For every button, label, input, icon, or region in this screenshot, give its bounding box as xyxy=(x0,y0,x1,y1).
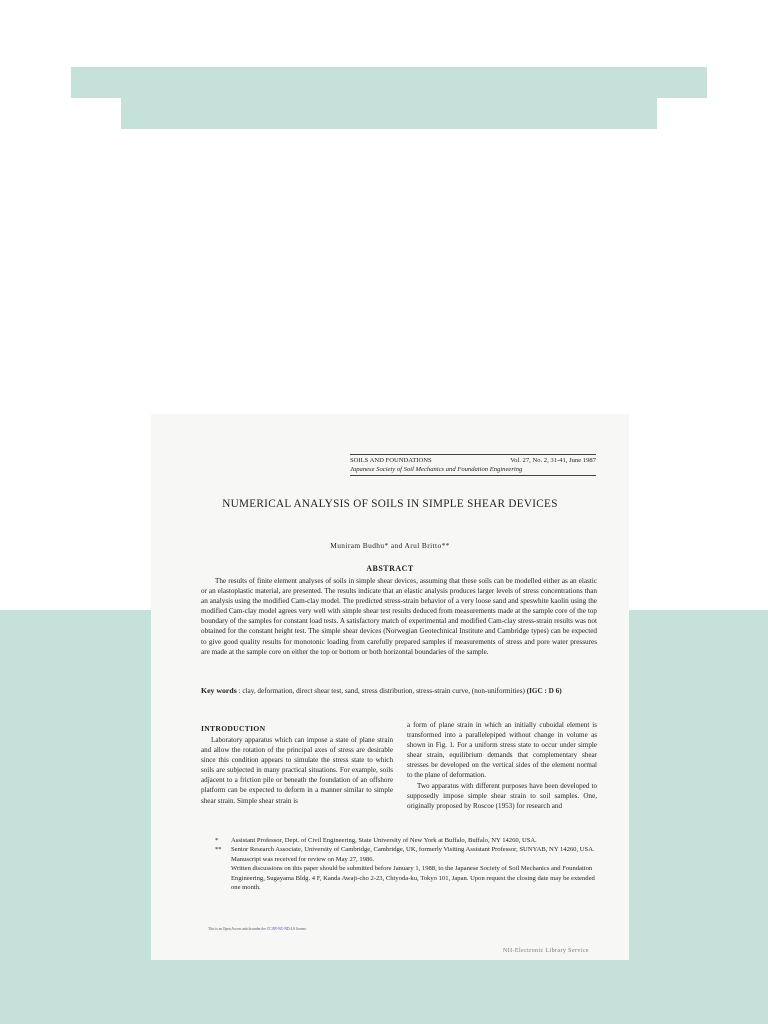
manuscript-note: Manuscript was received for review on May 27, 1986. xyxy=(231,855,375,863)
introduction-heading: INTRODUCTION xyxy=(201,724,266,733)
abstract-text: The results of finite element analyses of soils in simple shear devices, assuming that these soils can be modelled either as an elastic or an elastoplastic material, are presented. The results indicate that an elastic analysis produces larger levels of stress concentrations than an analysis using the modified Cam-clay model. The predicted stress-strain behavior of a very loose sand and speswhite kaolin using the modified Cam-clay model agrees very well with simple shear test results deduced from measurements made at the sample core of the top boundary of the samples for constant load tests. A satisfactory match of experimental and modified Cam-clay stress-strain results was not obtained for the constant height test. The simple shear devices (Norwegian Geotechnical Institute and Cambridge types) can be expected to give good quality results for monotonic loading from carefully prepared samples if measurements of stress and pore water pressures are made at the sample core on either the top or bottom or both horizontal boundaries of the sample. xyxy=(201,577,597,656)
journal-name: SOILS AND FOUNDATIONS xyxy=(350,457,432,464)
library-service-watermark: NII-Electronic Library Service xyxy=(503,948,589,954)
discussion-note: Written discussions on this paper should be submitted before January 1, 1988, to the Japanese Society of Soil Mechanics and Foundation Engineering, Sugayama Bldg. 4 F, Kanda Awaji-cho 2-23, Chiyoda-ku, Tokyo 101, Japan. Upon request the closing date may be extended one month. xyxy=(231,865,595,892)
paper-title: NUMERICAL ANALYSIS OF SOILS IN SIMPLE SHEAR DEVICES xyxy=(222,498,558,510)
footnotes xyxy=(215,836,599,892)
decorative-band-top-wide xyxy=(71,67,707,98)
keywords-label: Key words xyxy=(201,686,237,695)
footnote-mark: ** xyxy=(215,846,222,854)
introduction-right-paragraph-2: Two apparatus with different purposes have been developed to supposedly impose simple shear strain to soil samples. One, originally proposed by Roscoe (1953) for research and xyxy=(407,781,597,810)
decorative-band-top-narrow xyxy=(121,98,657,129)
keywords-text: : clay, deformation, direct shear test, sand, stress distribution, stress-strain curve, (non-uniformities) xyxy=(238,687,525,695)
license-link[interactable]: CC BY-NC-ND 4.0 xyxy=(266,927,295,931)
introduction-right-paragraph-1: a form of plane strain in which an initially cuboidal element is transformed into a parallelepiped without change in volume as shown in Fig. 1. For a uniform stress state to occur under simple shear strain, equilibrium demands that complementary shear stresses be developed on the vertical sides of the element normal to the plane of deformation. xyxy=(407,721,597,780)
open-access-text: This is an Open Access article under the xyxy=(208,927,266,931)
footnote xyxy=(215,836,599,845)
paper-authors: Muniram Budhu* and Arul Britto** xyxy=(330,541,450,550)
open-access-notice xyxy=(208,927,307,932)
open-access-suffix: license. xyxy=(295,927,307,931)
footnote-text: Senior Research Associate, University of Cambridge, Cambridge, UK, formerly Visiting Assistant Professor, SUNYAB, NY 14260, USA. xyxy=(231,846,595,854)
footnote-mark: * xyxy=(215,837,219,844)
journal-header xyxy=(350,454,596,476)
introduction-left-column: Laboratory apparatus which can impose a state of plane strain and allow the rotation of the principal axes of stress are desirable since this condition appears to simulate the stress state to which soils are subjected in many practical situations. For example, soils adjacent to a friction pile or beneath the foundation of an offshore platform can be expected to deform in a manner similar to simple shear strain. Simple shear strain is xyxy=(201,736,393,805)
journal-rule-bottom xyxy=(350,475,596,476)
journal-society: Japanese Society of Soil Mechanics and Foundation Engineering xyxy=(350,466,523,473)
document-page xyxy=(151,414,629,960)
journal-volume-info: Vol. 27, No. 2, 31-41, June 1987 xyxy=(510,457,596,464)
abstract-heading: ABSTRACT xyxy=(366,564,414,573)
keywords-igc: (IGC : D 6) xyxy=(526,687,562,695)
introduction-right-column xyxy=(407,720,597,811)
footnote xyxy=(215,845,599,854)
keywords xyxy=(201,686,597,696)
journal-rule-top xyxy=(350,454,596,455)
footnote-text: Assistant Professor, Dept. of Civil Engineering, State University of New York at Buffalo, Buffalo, NY 14260, USA. xyxy=(231,837,537,844)
